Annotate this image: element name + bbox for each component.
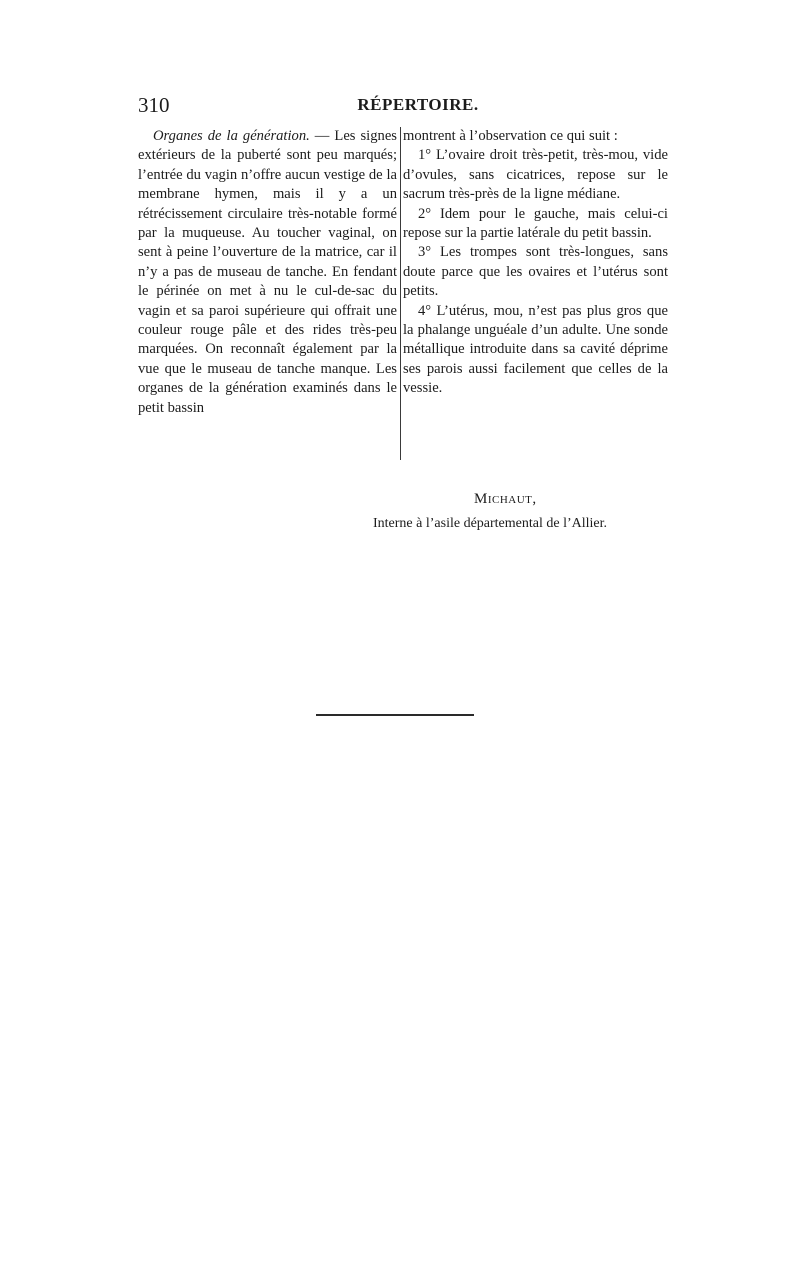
running-head	[138, 92, 668, 118]
left-column	[138, 127, 397, 418]
list-item: 1° L’ovaire droit très-petit, très-mou, vide d’ovules, sans cicatrices, repose sur le sacrum très-près de la ligne médiane.	[403, 147, 668, 203]
running-title: RÉPERTOIRE.	[357, 95, 479, 114]
two-column-body	[138, 127, 669, 461]
left-paragraph-text: — Les signes extérieurs de la puberté sont peu marqués; l’entrée du vagin n’offre aucun vestige de la membrane hymen, mais il y a un rétrécissement circulaire très-notable formé par la muqueuse. Au toucher vaginal, on sent à peine l’ouverture de la matrice, car il n’y a pas de museau de tanche. En fendant le périnée on met à nu le cul-de-sac du vagin et sa paroi supérieure qui offrait une couleur rouge pâle et des rides très-peu marquées. On reconnaît également par la vue que le museau de tanche manque. Les organes de la génération examinés dans le petit bassin	[138, 128, 397, 416]
end-rule	[316, 714, 474, 716]
page-number: 310	[138, 93, 170, 117]
section-lead: Organes de la génération.	[153, 128, 310, 144]
list-item: 2° Idem pour le gauche, mais celui-ci repose sur la partie latérale du petit bassin.	[403, 205, 668, 242]
list-item: 3° Les trompes sont très-longues, sans doute parce que les ovaires et l’utérus sont petits.	[403, 244, 668, 300]
right-column	[403, 127, 668, 399]
right-intro: montrent à l’observation ce qui suit :	[403, 128, 618, 144]
column-divider	[400, 127, 401, 460]
left-paragraph	[138, 127, 397, 418]
list-item: 4° L’utérus, mou, n’est pas plus gros que la phalange unguéale d’un adulte. Une sonde métallique introduite dans sa cavité déprime ses parois aussi facilement que celles de la vessie.	[403, 302, 668, 397]
author-signature: Michaut,	[474, 491, 537, 507]
author-affiliation: Interne à l’asile départemental de l’Allier.	[373, 516, 608, 531]
